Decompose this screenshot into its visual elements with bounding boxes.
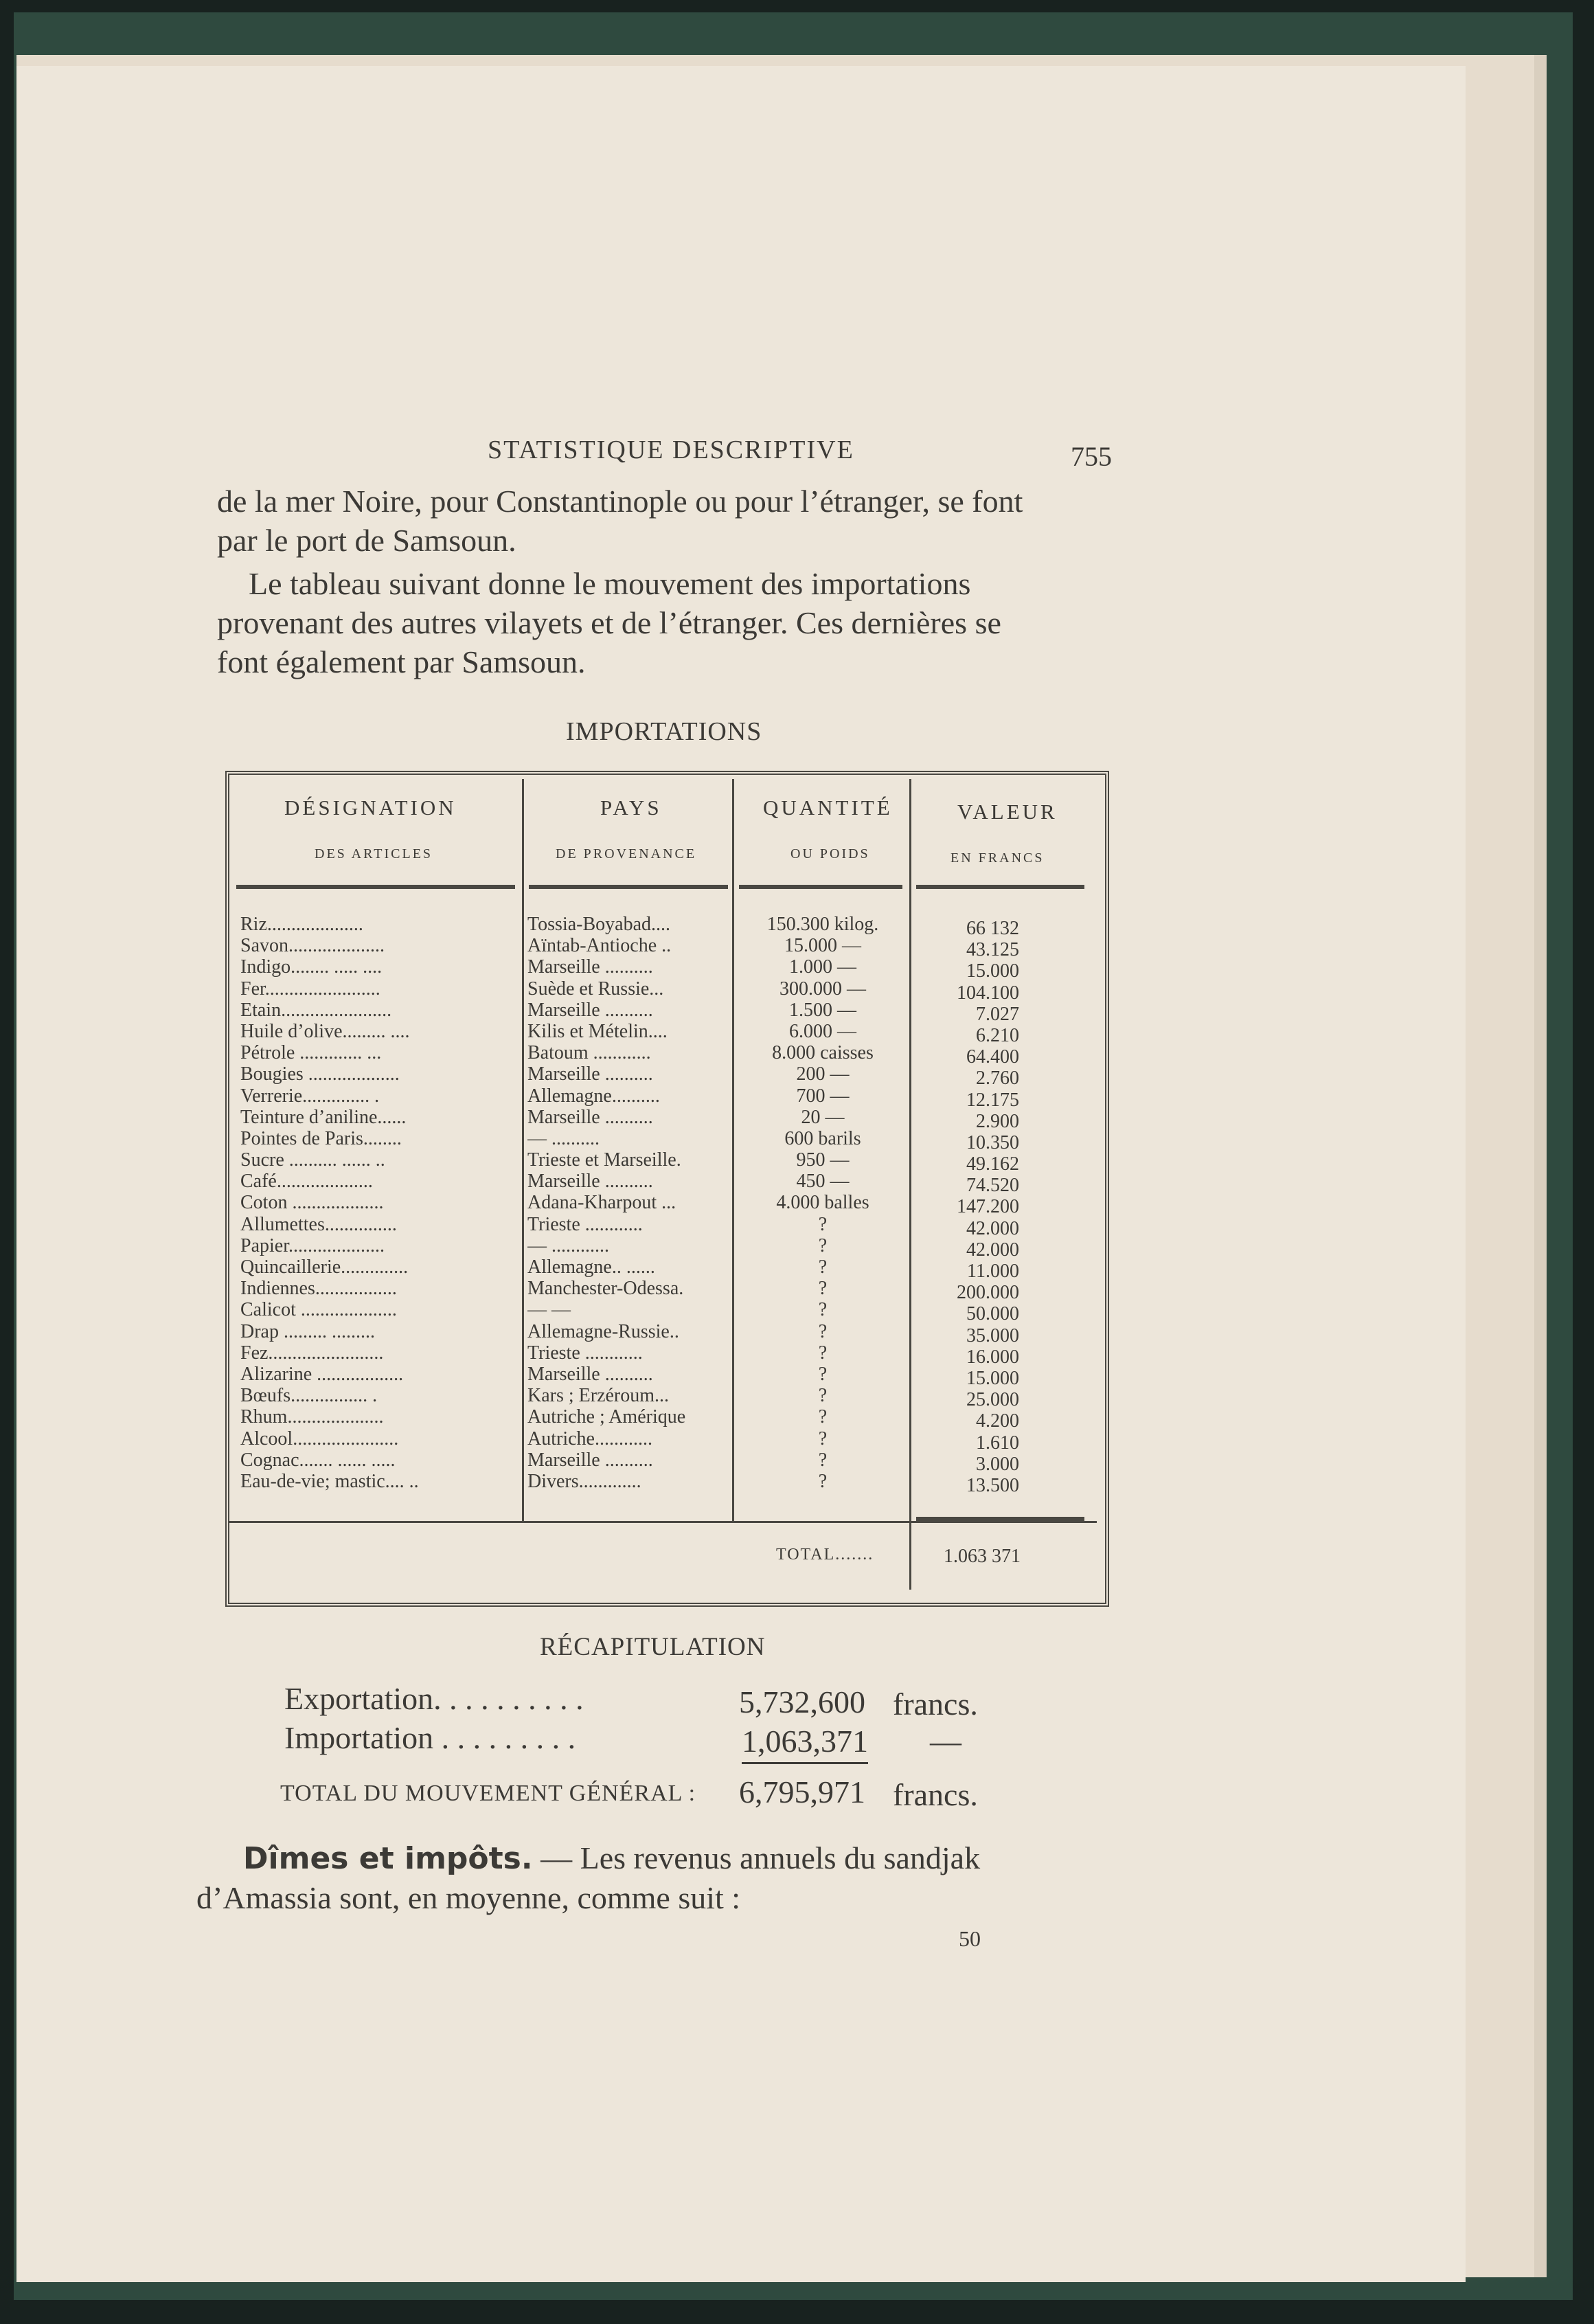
- table-cell-countries: Trieste ............: [527, 1213, 643, 1235]
- table-cell-quantities: ?: [818, 1342, 828, 1364]
- recap-export-unit: francs.: [893, 1686, 978, 1722]
- table-cell-values: 10.350: [966, 1131, 1019, 1153]
- table-cell-values: 74.520: [966, 1175, 1019, 1197]
- table-cell-articles: Pointes de Paris........: [240, 1127, 402, 1149]
- table-cell-articles: Drap ......... .........: [240, 1320, 375, 1342]
- table-cell-articles: Coton ...................: [240, 1192, 384, 1214]
- table-cell-articles: Eau-de-vie; mastic.... ..: [240, 1470, 419, 1492]
- column-divider: [909, 779, 911, 1590]
- recap-import-unit: —: [930, 1724, 961, 1759]
- table-cell-quantities: 450 —: [796, 1171, 850, 1193]
- table-cell-articles: Calicot ....................: [240, 1299, 397, 1321]
- header-rule: [529, 885, 728, 889]
- table-cell-values: 64.400: [966, 1046, 1019, 1068]
- table-cell-countries: Tossia-Boyabad....: [527, 914, 671, 935]
- col-subheader-value: EN FRANCS: [950, 850, 1045, 866]
- table-cell-countries: Manchester-Odessa.: [527, 1278, 684, 1300]
- table-cell-quantities: ?: [818, 1320, 828, 1342]
- table-cell-values: 6.210: [976, 1024, 1019, 1046]
- table-cell-quantities: 4.000 balles: [776, 1192, 869, 1214]
- table-cell-countries: Aïntab-Antioche ..: [527, 935, 672, 957]
- text-line: par le port de Samsoun.: [217, 523, 516, 558]
- table-cell-values: 4.200: [976, 1410, 1019, 1432]
- table-cell-countries: Autriche............: [527, 1428, 652, 1449]
- footer-number: 50: [959, 1926, 981, 1951]
- table-cell-countries: Marseille ..........: [527, 1171, 653, 1193]
- table-cell-values: 15.000: [966, 960, 1019, 982]
- table-cell-countries: — ............: [527, 1234, 609, 1256]
- table-title: IMPORTATIONS: [566, 717, 762, 746]
- values-column: [916, 918, 1019, 1496]
- table-cell-articles: Verrerie.............. .: [240, 1085, 380, 1107]
- text-line: Le tableau suivant donne le mouvement des importations: [249, 566, 971, 601]
- table-cell-articles: Etain.......................: [240, 999, 392, 1021]
- col-subheader-country: DE PROVENANCE: [556, 846, 697, 861]
- table-cell-countries: Trieste ............: [527, 1342, 643, 1364]
- table-cell-countries: Kars ; Erzéroum...: [527, 1385, 670, 1407]
- table-cell-countries: Kilis et Mételin....: [527, 1020, 668, 1042]
- table-cell-articles: Papier....................: [240, 1234, 385, 1256]
- total-label: TOTAL.......: [776, 1546, 874, 1564]
- table-cell-countries: — ..........: [527, 1127, 600, 1149]
- table-cell-quantities: 1.500 —: [789, 999, 856, 1021]
- table-cell-values: 16.000: [966, 1346, 1019, 1368]
- table-cell-articles: Cognac....... ...... .....: [240, 1449, 396, 1471]
- table-cell-values: 12.175: [966, 1089, 1019, 1111]
- table-cell-quantities: ?: [818, 1234, 828, 1256]
- col-header-quantity: QUANTITÉ: [763, 796, 893, 820]
- table-cell-countries: Trieste et Marseille.: [527, 1149, 681, 1171]
- table-cell-countries: Marseille ..........: [527, 1363, 653, 1385]
- table-cell-countries: — —: [527, 1299, 571, 1321]
- table-cell-values: 50.000: [966, 1303, 1019, 1325]
- table-cell-quantities: ?: [818, 1256, 828, 1278]
- header-rule: [916, 885, 1084, 889]
- table-cell-countries: Adana-Kharpout ...: [527, 1192, 676, 1214]
- col-header-country: PAYS: [600, 796, 662, 820]
- imports-table: [225, 771, 1109, 1607]
- dimes-line1: [243, 1838, 980, 1878]
- recap-total-value: 6,795,971: [739, 1774, 865, 1809]
- table-cell-values: 200.000: [957, 1282, 1019, 1304]
- recap-total-label: TOTAL DU MOUVEMENT GÉNÉRAL :: [280, 1781, 696, 1806]
- table-cell-quantities: ?: [818, 1299, 828, 1321]
- table-cell-countries: Autriche ; Amérique: [527, 1406, 686, 1428]
- table-cell-articles: Fez........................: [240, 1342, 384, 1364]
- table-cell-quantities: 600 barils: [784, 1127, 861, 1149]
- table-cell-articles: Indiennes.................: [240, 1278, 397, 1300]
- table-cell-values: 7.027: [976, 1003, 1019, 1025]
- table-cell-quantities: 300.000 —: [779, 978, 866, 1000]
- table-cell-countries: Marseille ..........: [527, 956, 653, 978]
- col-subheader-quantity: OU POIDS: [790, 846, 870, 861]
- column-divider: [732, 779, 734, 1521]
- value-rule: [916, 1517, 1084, 1521]
- table-cell-countries: Marseille ..........: [527, 1449, 653, 1471]
- recap-import-label: Importation . . . . . . . . .: [284, 1720, 576, 1755]
- col-header-value: VALEUR: [957, 800, 1058, 824]
- table-cell-articles: Pétrole ............. ...: [240, 1042, 382, 1064]
- total-rule: [229, 1521, 1097, 1523]
- table-cell-quantities: ?: [818, 1406, 828, 1428]
- recap-import-value: 1,063,371: [742, 1723, 868, 1764]
- table-cell-values: 1.610: [976, 1432, 1019, 1454]
- header-rule: [236, 885, 515, 889]
- table-cell-quantities: 200 —: [796, 1063, 850, 1085]
- table-cell-countries: Marseille ..........: [527, 999, 653, 1021]
- header-rule: [739, 885, 902, 889]
- paragraph-intro: [217, 564, 1001, 681]
- table-cell-values: 2.900: [976, 1110, 1019, 1132]
- table-cell-articles: Indigo........ ..... ....: [240, 956, 383, 978]
- dimes-line2: d’Amassia sont, en moyenne, comme suit :: [196, 1880, 741, 1915]
- table-cell-values: 3.000: [976, 1453, 1019, 1475]
- table-cell-values: 35.000: [966, 1324, 1019, 1346]
- table-cell-articles: Sucre .......... ...... ..: [240, 1149, 385, 1171]
- running-header: STATISTIQUE DESCRIPTIVE: [488, 436, 854, 464]
- column-divider: [522, 779, 524, 1521]
- table-cell-quantities: ?: [818, 1449, 828, 1471]
- table-cell-quantities: ?: [818, 1278, 828, 1300]
- table-cell-articles: Quincaillerie..............: [240, 1256, 409, 1278]
- recap-title: RÉCAPITULATION: [540, 1633, 766, 1661]
- table-cell-quantities: 150.300 kilog.: [766, 914, 879, 935]
- table-cell-values: 42.000: [966, 1239, 1019, 1261]
- table-cell-countries: Allemagne-Russie..: [527, 1320, 679, 1342]
- table-cell-quantities: 1.000 —: [789, 956, 856, 978]
- table-cell-quantities: 8.000 caisses: [772, 1042, 874, 1064]
- table-cell-values: 49.162: [966, 1153, 1019, 1175]
- table-cell-values: 25.000: [966, 1389, 1019, 1411]
- table-cell-quantities: ?: [818, 1470, 828, 1492]
- table-cell-articles: Bœufs................ .: [240, 1385, 378, 1407]
- table-cell-quantities: 950 —: [796, 1149, 850, 1171]
- table-cell-countries: Allemagne.. ......: [527, 1256, 655, 1278]
- table-cell-articles: Riz....................: [240, 914, 363, 935]
- table-cell-values: 43.125: [966, 939, 1019, 961]
- table-cell-countries: Batoum ............: [527, 1042, 651, 1064]
- page-number: 755: [1071, 441, 1112, 472]
- table-cell-values: 2.760: [976, 1068, 1019, 1090]
- col-header-designation: DÉSIGNATION: [284, 796, 457, 820]
- countries-column: [527, 914, 731, 1492]
- dimes-heading: Dîmes et impôts.: [243, 1841, 533, 1876]
- table-cell-articles: Bougies ...................: [240, 1063, 400, 1085]
- table-cell-values: 15.000: [966, 1367, 1019, 1389]
- paragraph-continuation: [217, 482, 1023, 560]
- table-cell-quantities: 6.000 —: [789, 1020, 856, 1042]
- table-cell-countries: Marseille ..........: [527, 1106, 653, 1128]
- table-cell-articles: Teinture d’aniline......: [240, 1106, 407, 1128]
- text-line: de la mer Noire, pour Constantinople ou pour l’étranger, se font: [217, 484, 1023, 519]
- table-cell-quantities: 700 —: [796, 1085, 850, 1107]
- table-cell-values: 66 132: [966, 918, 1019, 939]
- recap-total-unit: francs.: [893, 1777, 978, 1812]
- quantities-column: [739, 914, 907, 1492]
- col-subheader-designation: DES ARTICLES: [315, 846, 433, 861]
- table-cell-articles: Rhum....................: [240, 1406, 384, 1428]
- table-cell-countries: Suède et Russie...: [527, 978, 664, 1000]
- table-cell-values: 104.100: [957, 982, 1019, 1004]
- text-line: provenant des autres vilayets et de l’étranger. Ces dernières se: [217, 605, 1001, 640]
- table-cell-quantities: ?: [818, 1363, 828, 1385]
- table-cell-articles: Fer........................: [240, 978, 380, 1000]
- total-value: 1.063 371: [944, 1546, 1021, 1567]
- recap-export-label: Exportation. . . . . . . . . .: [284, 1681, 584, 1716]
- table-cell-articles: Huile d’olive......... ....: [240, 1020, 410, 1042]
- text-line: font également par Samsoun.: [217, 644, 586, 679]
- articles-column: [240, 914, 515, 1492]
- table-cell-articles: Alcool......................: [240, 1428, 399, 1449]
- table-cell-countries: Divers.............: [527, 1470, 641, 1492]
- table-cell-countries: Marseille ..........: [527, 1063, 653, 1085]
- table-cell-quantities: 20 —: [801, 1106, 845, 1128]
- table-cell-articles: Café....................: [240, 1171, 373, 1193]
- table-cell-values: 42.000: [966, 1217, 1019, 1239]
- table-cell-values: 11.000: [967, 1261, 1019, 1282]
- table-cell-quantities: 15.000 —: [784, 935, 861, 957]
- table-cell-countries: Allemagne..........: [527, 1085, 660, 1107]
- table-cell-quantities: ?: [818, 1428, 828, 1449]
- dimes-text: — Les revenus annuels du sandjak: [540, 1840, 981, 1875]
- table-cell-quantities: ?: [818, 1385, 828, 1407]
- table-cell-articles: Alizarine ..................: [240, 1363, 404, 1385]
- table-cell-articles: Savon....................: [240, 935, 385, 957]
- table-cell-values: 13.500: [966, 1474, 1019, 1496]
- table-cell-articles: Allumettes...............: [240, 1213, 397, 1235]
- table-cell-quantities: ?: [818, 1213, 828, 1235]
- table-cell-values: 147.200: [957, 1196, 1019, 1218]
- book-page: [16, 66, 1466, 2282]
- recap-export-value: 5,732,600: [739, 1684, 865, 1719]
